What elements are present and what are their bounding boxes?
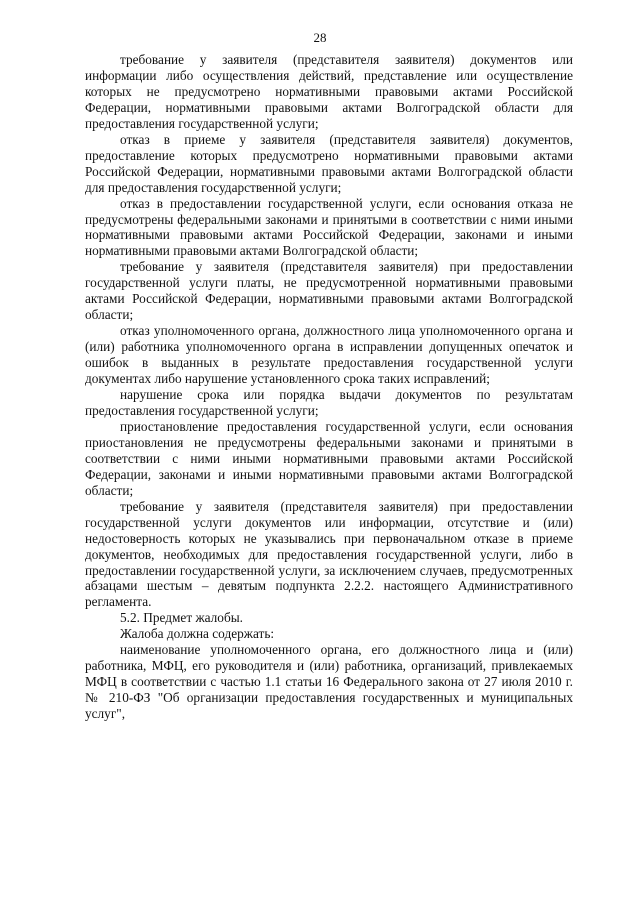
paragraph-requirement-payment: требование у заявителя (представителя заявителя) при предоставлении государственной услуги платы, не предусмотренной нормативными правовыми актами Российской Федерации, нормативными правовыми актами Волгоградской области; (85, 259, 573, 323)
paragraph-requirement-missing-info: требование у заявителя (представителя заявителя) при предоставлении государственной услуги документов или информации, отсутствие и (или) недостоверность которых не указывались при первоначальном отказе в приеме документов, необходимых для предоставления государственной услуги, либо в предоставлении государственной услуги, за исключением случаев, предусмотренных абзацами шестым – девятым подпункта 2.2.2. настоящего Административного регламента. (85, 498, 573, 610)
paragraph-complaint-contains: Жалоба должна содержать: (120, 626, 275, 642)
paragraph-refusal-service: отказ в предоставлении государственной услуги, если основания отказа не предусмотрены федеральными законами и принятыми в соответствии с ними иными нормативными правовыми актами Российской Федерации, законами и иными нормативными правовыми актами Волгоградской области; (85, 195, 573, 259)
paragraph-violation-deadline: нарушение срока или порядка выдачи документов по результатам предоставления государственной услуги; (85, 387, 573, 418)
section-heading-subject: 5.2. Предмет жалобы. (120, 610, 243, 626)
paragraph-refusal-acceptance: отказ в приеме у заявителя (представителя заявителя) документов, предоставление которых предусмотрено нормативными правовыми актами Российской Федерации, нормативными правовыми актами Волгоградской области для предоставления государственной услуги; (85, 131, 573, 195)
page-number: 28 (313, 30, 327, 45)
paragraph-requirement-documents: требование у заявителя (представителя заявителя) документов или информации либо осуществления действий, представление или осуществление которых не предусмотрено нормативными правовыми актами Российской Федерации, нормативными правовыми актами Волгоградской области для предоставления государственной услуги; (85, 52, 573, 131)
paragraph-refusal-correction: отказ уполномоченного органа, должностного лица уполномоченного органа и (или) работника уполномоченного органа в исправлении допущенных опечаток и ошибок в выданных в результате предоставления государственной услуги документах либо нарушение установленного срока таких исправлений; (85, 323, 573, 387)
paragraph-suspension: приостановление предоставления государственной услуги, если основания приостановления не предусмотрены федеральными законами и принятыми в соответствии с ними иными нормативными правовыми актами Российской Федерации, законами и иными нормативными правовыми актами Волгоградской области; (85, 418, 573, 498)
paragraph-authority-name: наименование уполномоченного органа, его должностного лица и (или) работника, МФЦ, его руководителя и (или) работника, организаций, привлекаемых МФЦ в соответствии с частью 1.1 статьи 16 Федерального закона от 27 июля 2010 г. № 210-ФЗ "Об организации предоставления государственных и муниципальных услуг", (85, 642, 573, 722)
document-body (85, 52, 573, 722)
